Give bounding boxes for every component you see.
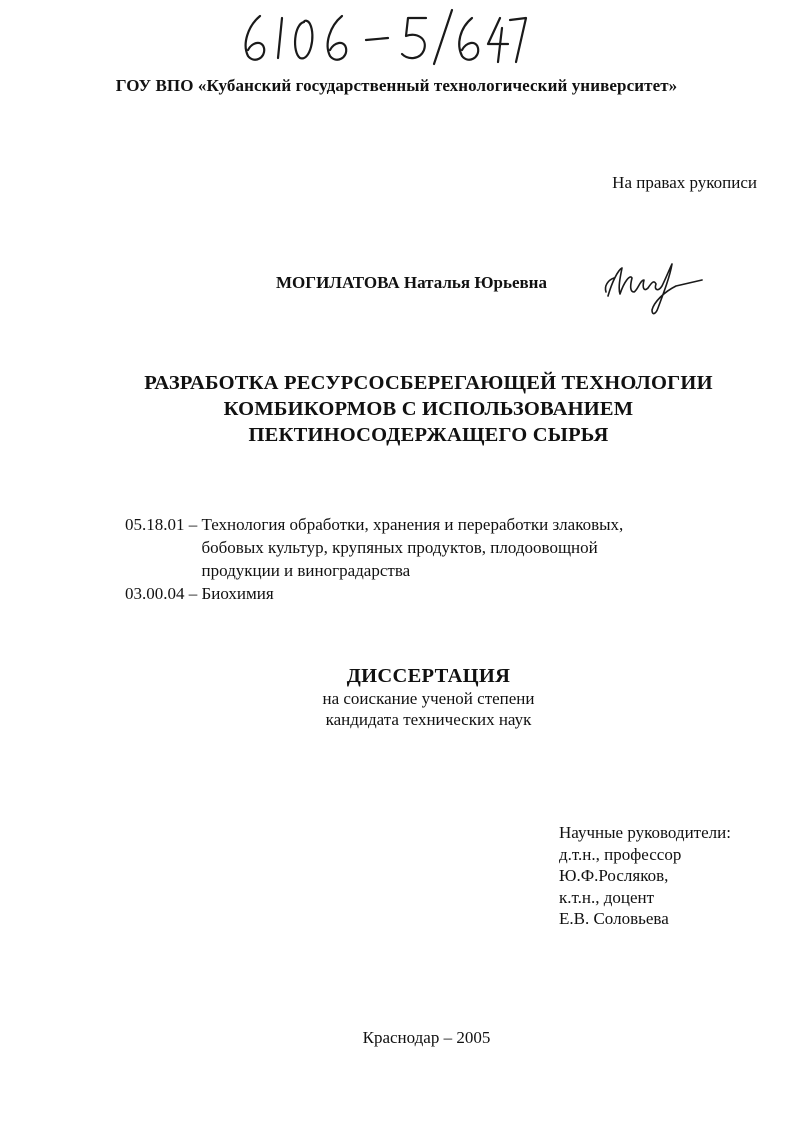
supervisor-2-name: Е.В. Соловьева <box>559 909 669 928</box>
university-name: ГОУ ВПО «Кубанский государственный технологический университет» <box>115 76 678 95</box>
dissertation-block <box>0 664 793 730</box>
degree-line-2: кандидата технических наук <box>325 710 532 729</box>
specialty-line: Биохимия <box>201 584 274 603</box>
specialty-code: 05.18.01 – <box>125 515 202 534</box>
scientific-supervisors <box>559 822 731 930</box>
dissertation-heading: ДИССЕРТАЦИЯ <box>346 665 511 687</box>
supervisor-2-degree: к.т.н., доцент <box>559 887 655 907</box>
specialty-line: Технология обработки, хранения и переработки злаковых, <box>201 515 624 534</box>
author-name: МОГИЛАТОВА Наталья Юрьевна <box>276 273 547 292</box>
dissertation-title <box>0 370 793 448</box>
handwritten-catalog-number <box>238 6 528 68</box>
specialty-line: продукции и виноградарства <box>201 561 411 580</box>
title-line-3: ПЕКТИНОСОДЕРЖАЩЕГО СЫРЬЯ <box>248 424 609 446</box>
specialty-line: бобовых культур, крупяных продуктов, плодоовощной <box>201 538 598 557</box>
supervisor-1-degree: д.т.н., профессор <box>559 844 682 864</box>
city-and-year: Краснодар – 2005 <box>362 1028 491 1047</box>
specialty-description <box>202 582 274 605</box>
specialty-item <box>125 582 623 605</box>
title-line-2: КОМБИКОРМОВ С ИСПОЛЬЗОВАНИЕМ <box>223 398 634 420</box>
signature-drawing <box>598 252 708 318</box>
author-signature <box>598 252 708 318</box>
manuscript-rights-note: На правах рукописи <box>612 173 757 192</box>
title-line-1: РАЗРАБОТКА РЕСУРСОСБЕРЕГАЮЩЕЙ ТЕХНОЛОГИИ <box>144 372 713 394</box>
degree-line-1: на соискание ученой степени <box>322 689 535 708</box>
handwritten-catalog-number-drawing <box>238 6 528 68</box>
supervisors-heading: Научные руководители: <box>559 823 731 842</box>
specialty-item <box>125 513 623 582</box>
specialty-description <box>202 513 624 582</box>
supervisor-1-name: Ю.Ф.Росляков, <box>559 866 669 885</box>
specialty-code: 03.00.04 – <box>125 584 202 603</box>
specialty-codes <box>125 513 623 605</box>
